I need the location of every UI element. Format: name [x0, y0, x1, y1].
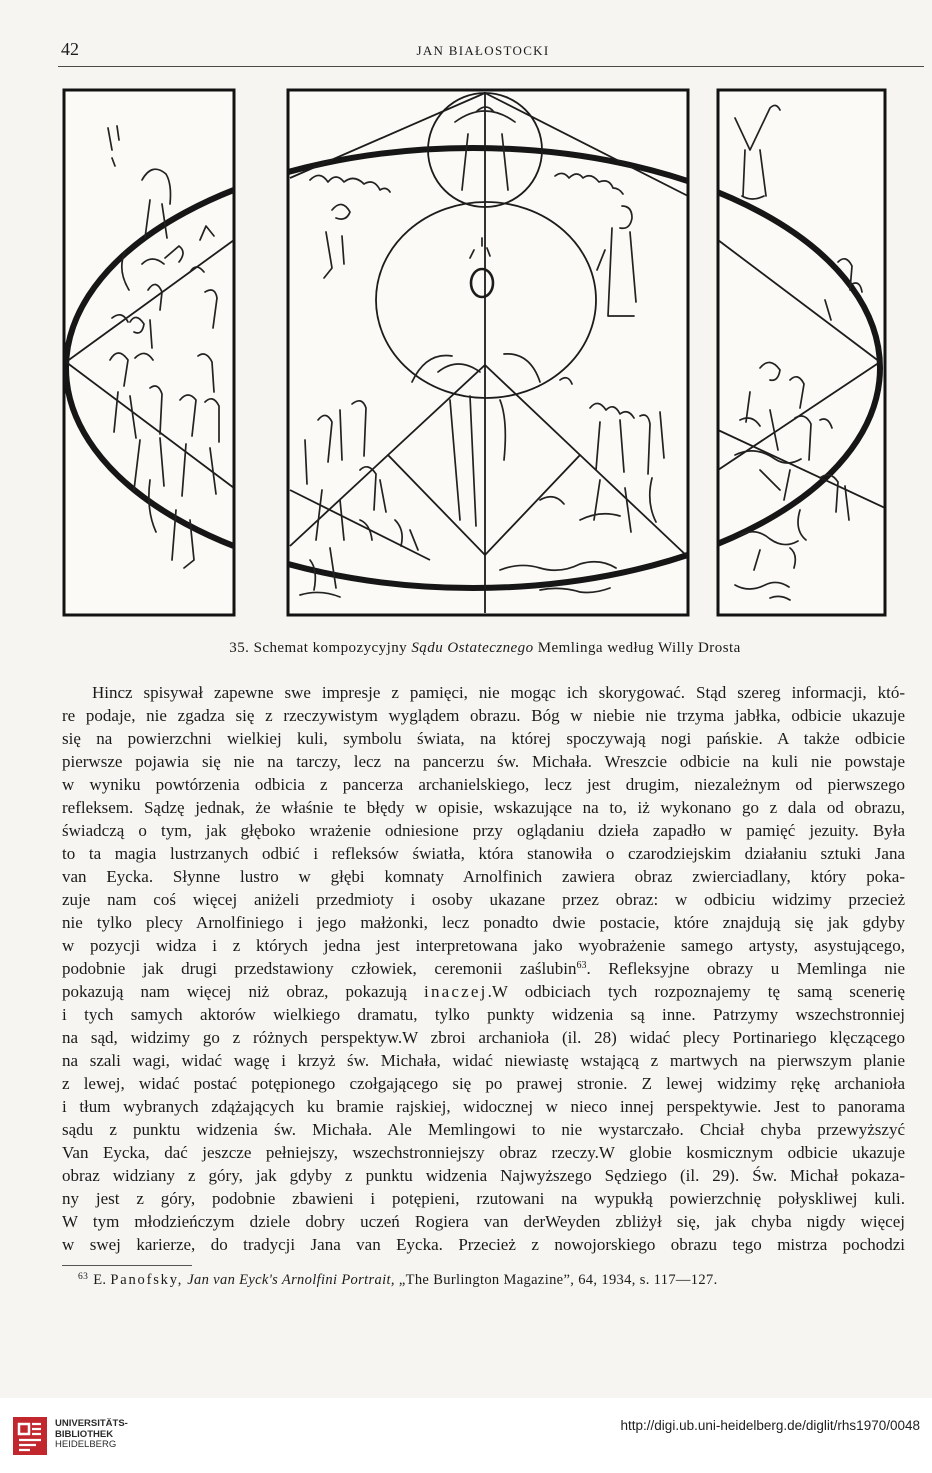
digitization-footer	[0, 1398, 932, 1473]
body-text-line: refleksem. Sądzę jednak, że właśnie te błędy w opisie, wskazujące na to, iż wykonano go z dala od obrazu,	[62, 798, 905, 817]
body-text-line: w swej karierze, do tradycji Jana van Eycka. Przecież z nowojorskiego obrazu tego mistrza pochodzi	[62, 1235, 905, 1254]
permalink-url[interactable]: http://digi.ub.uni-heidelberg.de/diglit/rhs1970/0048	[620, 1418, 920, 1433]
body-text-line: i tłum wybranych zdążających ku bramie rajskiej, widocznej w nieco innej perspektywie. Jest to panorama	[62, 1097, 905, 1116]
body-text-line: W tym młodzieńczym dziele dobry uczeń Rogiera van derWeyden zbliżył się, jak chyba nigdy więcej	[62, 1212, 905, 1231]
body-text-line: się na powierzchni wielkiej kuli, symbolu świata, na której spoczywają nogi pańskie. A także odbicie	[62, 729, 905, 748]
body-text-line: zuje nam coś więcej aniżeli przedmioty i osoby ukazane przez obraz: w odbiciu widzimy przecież	[62, 890, 905, 909]
page-number: 42	[61, 39, 79, 59]
line-segment: .W odbiciach tych rozpoznajemy tę samą scenerię	[487, 982, 905, 1001]
body-text-line: w wyniku powtórzenia odbicia z pancerza archanielskiego, lecz jest drugim, niezależnym od pierwszego	[62, 775, 905, 794]
body-text-line: i tych samych aktorów wielkiego dramatu, tylko punkty widzenia są inne. Patrzymy wszechstronniej	[62, 1005, 905, 1024]
footnote-rule	[62, 1265, 192, 1266]
body-text-line: świadczą o tym, jak głęboko wrażenie odniesione przy oglądaniu dzieła zapadło w pamięć jezuity. Była	[62, 821, 905, 840]
line-segment: . Refleksyjne obrazy u Memlinga nie	[586, 959, 905, 978]
body-text-line: obraz widziany z góry, jak gdyby z punktu widzenia Najwyższego Sędziego (il. 29). Św. Michał pokaza-	[62, 1166, 905, 1185]
body-text-line: Hincz spisywał zapewne swe impresje z pamięci, nie mogąc ich skorygować. Stąd szereg informacji, któ-	[92, 683, 905, 702]
body-text-line: van Eycka. Słynne lustro w głębi komnaty Arnolfinich zawiera obraz zwierciadlany, który poka-	[62, 867, 905, 886]
footnote-source: „The Burlington Magazine”, 64, 1934, s. 117—127.	[398, 1272, 718, 1288]
body-text-line: pierwsze pojawia się nie na tarczy, lecz na pancerzu św. Michała. Wreszcie odbicie na kuli nie powstaje	[62, 752, 905, 771]
line-segment: podobnie jak drugi przedstawiony człowiek, ceremonii zaślubin	[62, 959, 577, 978]
library-name	[55, 1419, 128, 1451]
body-text-line: na szali wagi, widać wagę i krzyż św. Michała, widać niewiastę wstającą z martwych na pierwszym planie	[62, 1051, 905, 1070]
body-text-line	[62, 957, 905, 980]
body-paragraph	[62, 681, 905, 1256]
body-text-line: re podaje, nie zgadza się z rzeczywistym wyglądem obrazu. Bóg w niebie nie trzyma jabłka, odbicie ukazuje	[62, 706, 905, 725]
body-text-line: ny jest z góry, podobnie zbawieni i potępieni, rzutowani na wypukłą powierzchnię połyskliwej kuli.	[62, 1189, 905, 1208]
center-panel-frame	[288, 90, 688, 615]
composition-scheme-figure	[0, 0, 932, 630]
ub-heidelberg-logo-icon	[12, 1416, 48, 1456]
line-segment: pokazują nam więcej niż obraz, pokazują	[62, 982, 425, 1001]
library-name-line: BIBLIOTHEK	[55, 1428, 114, 1440]
library-name-line: HEIDELBERG	[55, 1439, 117, 1450]
running-title: JAN BIAŁOSTOCKI	[416, 43, 550, 58]
body-text-line: na sąd, widzimy go z różnych perspektyw.W zbroi archanioła (il. 28) widać plecy Portinariego klęczącego	[62, 1028, 905, 1047]
figure-caption	[150, 640, 820, 657]
emphasized-word: inaczej	[424, 982, 488, 1001]
footnote-author-initial: E.	[93, 1272, 107, 1288]
body-text-line: nie tylko plecy Arnolfiniego i jego małżonki, lecz ponadto dwie postacie, które znajdują się jak gdyby	[62, 913, 905, 932]
body-text-line: Van Eycka, dać jeszcze pełniejszy, wszechstronniejszy obraz rzeczy.W globie kosmicznym odbicie ukazuje	[62, 1143, 905, 1162]
footnote-reference: 63	[576, 960, 587, 971]
footnote-number: 63	[78, 1272, 89, 1282]
caption-text: Memlinga według Willy Drosta	[533, 640, 741, 656]
footnote-title: Jan van Eyck's Arnolfini Portrait,	[187, 1272, 395, 1288]
body-text-line: to ta magia lustrzanych odbić i refleksów światła, która stanowiła o czarodziejskim działaniu sztuki Jana	[62, 844, 905, 863]
body-text-line	[62, 980, 905, 1003]
footnote	[78, 1270, 858, 1290]
body-text-line: sądu z punktu widzenia św. Michała. Ale Memlingowi to nie wystarczało. Chciał chyba przewyższyć	[62, 1120, 905, 1139]
body-text-line: w pozycji widza i z których jedna jest interpretowana jako wyobrażenie samego artysty, asystującego,	[62, 936, 905, 955]
body-text-line: z lewej, widać postać potępionego czołgającego się po prawej stronie. Z lewej widzimy rękę archanioła	[62, 1074, 905, 1093]
footnote-author-surname: Panofsky,	[110, 1272, 184, 1288]
caption-italic-title: Sądu Ostatecznego	[411, 640, 534, 656]
library-name-line: UNIVERSITÄTS-	[55, 1418, 128, 1429]
caption-text: 35. Schemat kompozycyjny	[229, 640, 412, 656]
